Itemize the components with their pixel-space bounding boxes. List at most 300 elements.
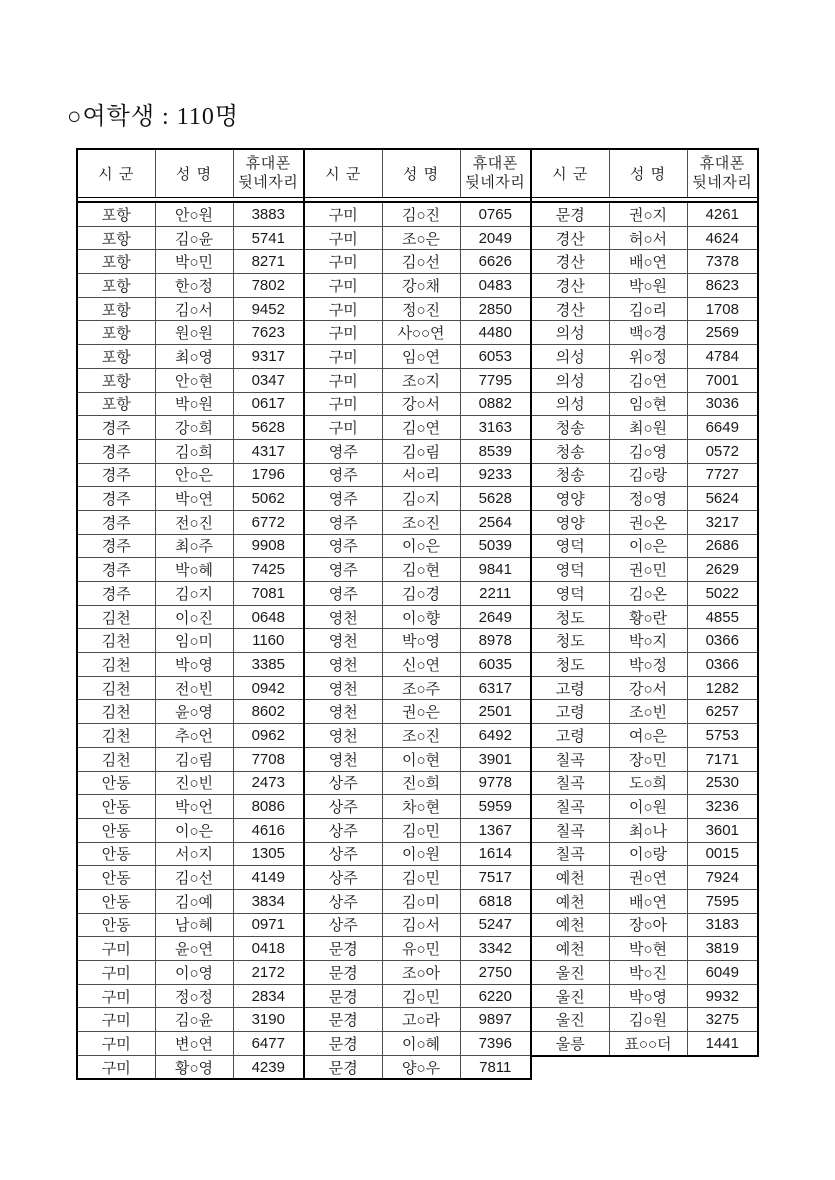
table-row xyxy=(531,368,758,392)
table-row xyxy=(531,676,758,700)
header-phone-line2: 뒷네자리 xyxy=(238,173,299,191)
city-cell: 영덕 xyxy=(531,558,609,582)
city-cell: 구미 xyxy=(304,416,382,440)
name-cell: 박○연 xyxy=(155,487,233,511)
phone-cell: 5628 xyxy=(233,416,304,440)
city-cell: 문경 xyxy=(304,984,382,1008)
name-cell: 최○영 xyxy=(155,345,233,369)
name-cell: 이○영 xyxy=(155,961,233,985)
table-row xyxy=(304,629,531,653)
header-phone-line1: 휴대폰 xyxy=(245,154,291,172)
name-cell: 김○지 xyxy=(382,487,460,511)
name-cell: 김○연 xyxy=(609,368,687,392)
city-cell: 구미 xyxy=(304,297,382,321)
name-cell: 김○윤 xyxy=(155,226,233,250)
header-phone-line2: 뒷네자리 xyxy=(465,173,526,191)
city-cell: 문경 xyxy=(304,1008,382,1032)
city-cell: 김천 xyxy=(77,605,155,629)
table-row xyxy=(304,771,531,795)
phone-cell: 0015 xyxy=(687,842,758,866)
phone-cell: 0648 xyxy=(233,605,304,629)
city-cell: 상주 xyxy=(304,866,382,890)
phone-cell: 5753 xyxy=(687,724,758,748)
city-cell: 영주 xyxy=(304,510,382,534)
phone-cell: 8271 xyxy=(233,250,304,274)
phone-cell: 1282 xyxy=(687,676,758,700)
table-row xyxy=(77,274,304,298)
name-cell: 박○영 xyxy=(155,653,233,677)
phone-cell: 2686 xyxy=(687,534,758,558)
city-cell: 청송 xyxy=(531,416,609,440)
name-cell: 박○혜 xyxy=(155,558,233,582)
phone-cell: 4239 xyxy=(233,1055,304,1079)
phone-cell: 2834 xyxy=(233,984,304,1008)
table-row xyxy=(304,889,531,913)
name-cell: 권○민 xyxy=(609,558,687,582)
city-cell: 김천 xyxy=(77,747,155,771)
city-cell: 칠곡 xyxy=(531,771,609,795)
phone-cell: 3036 xyxy=(687,392,758,416)
name-cell: 권○은 xyxy=(382,700,460,724)
city-cell: 안동 xyxy=(77,913,155,937)
name-cell: 김○서 xyxy=(155,297,233,321)
phone-cell: 8086 xyxy=(233,795,304,819)
table-row xyxy=(77,984,304,1008)
city-cell: 포항 xyxy=(77,392,155,416)
city-cell: 문경 xyxy=(304,961,382,985)
table-row xyxy=(531,226,758,250)
table-row xyxy=(77,771,304,795)
city-cell: 영천 xyxy=(304,653,382,677)
city-cell: 경주 xyxy=(77,534,155,558)
phone-cell: 2172 xyxy=(233,961,304,985)
roster-table xyxy=(76,148,759,1080)
phone-cell: 9908 xyxy=(233,534,304,558)
table-row xyxy=(531,842,758,866)
city-cell: 칠곡 xyxy=(531,842,609,866)
city-cell: 고령 xyxy=(531,676,609,700)
city-cell: 청도 xyxy=(531,629,609,653)
phone-cell: 4149 xyxy=(233,866,304,890)
name-cell: 이○은 xyxy=(609,534,687,558)
name-cell: 이○랑 xyxy=(609,842,687,866)
table-row xyxy=(77,1055,304,1079)
table-row xyxy=(531,1032,758,1056)
name-cell: 조○주 xyxy=(382,676,460,700)
phone-cell: 4261 xyxy=(687,202,758,226)
city-cell: 안동 xyxy=(77,842,155,866)
phone-cell: 1796 xyxy=(233,463,304,487)
name-cell: 이○원 xyxy=(609,795,687,819)
table-row xyxy=(77,534,304,558)
phone-cell: 2501 xyxy=(460,700,531,724)
city-cell: 구미 xyxy=(304,202,382,226)
phone-cell: 2569 xyxy=(687,321,758,345)
city-cell: 경주 xyxy=(77,463,155,487)
table-row xyxy=(531,202,758,226)
city-cell: 구미 xyxy=(77,1055,155,1079)
city-cell: 청도 xyxy=(531,653,609,677)
city-cell: 영천 xyxy=(304,747,382,771)
city-cell: 경산 xyxy=(531,250,609,274)
city-cell: 고령 xyxy=(531,724,609,748)
name-cell: 사○○연 xyxy=(382,321,460,345)
table-row xyxy=(304,274,531,298)
table-row xyxy=(531,913,758,937)
table-row xyxy=(304,250,531,274)
phone-cell: 0366 xyxy=(687,629,758,653)
city-cell: 울진 xyxy=(531,984,609,1008)
phone-cell: 8978 xyxy=(460,629,531,653)
city-cell: 포항 xyxy=(77,226,155,250)
table-row xyxy=(77,842,304,866)
city-cell: 김천 xyxy=(77,700,155,724)
table-row xyxy=(77,629,304,653)
phone-cell: 5022 xyxy=(687,582,758,606)
phone-cell: 3275 xyxy=(687,1008,758,1032)
city-cell: 상주 xyxy=(304,913,382,937)
city-cell: 구미 xyxy=(304,368,382,392)
table-row xyxy=(531,700,758,724)
city-cell: 칠곡 xyxy=(531,818,609,842)
name-cell: 강○서 xyxy=(609,676,687,700)
phone-cell: 3236 xyxy=(687,795,758,819)
city-cell: 영주 xyxy=(304,463,382,487)
phone-cell: 0765 xyxy=(460,202,531,226)
city-cell: 상주 xyxy=(304,771,382,795)
table-row xyxy=(304,605,531,629)
phone-cell: 3819 xyxy=(687,937,758,961)
city-cell: 영덕 xyxy=(531,582,609,606)
table-row xyxy=(304,534,531,558)
name-cell: 장○아 xyxy=(609,913,687,937)
name-cell: 김○원 xyxy=(609,1008,687,1032)
phone-cell: 3385 xyxy=(233,653,304,677)
table-row xyxy=(77,676,304,700)
phone-cell: 7802 xyxy=(233,274,304,298)
name-cell: 정○영 xyxy=(609,487,687,511)
header-phone xyxy=(687,149,758,198)
table-row xyxy=(77,747,304,771)
table-row xyxy=(531,653,758,677)
table-row xyxy=(531,818,758,842)
city-cell: 포항 xyxy=(77,345,155,369)
phone-cell: 2649 xyxy=(460,605,531,629)
phone-cell: 3163 xyxy=(460,416,531,440)
name-cell: 조○지 xyxy=(382,368,460,392)
city-cell: 포항 xyxy=(77,321,155,345)
phone-cell: 6049 xyxy=(687,961,758,985)
name-cell: 최○주 xyxy=(155,534,233,558)
name-cell: 안○은 xyxy=(155,463,233,487)
name-cell: 윤○영 xyxy=(155,700,233,724)
name-cell: 김○연 xyxy=(382,416,460,440)
roster-table-group-2 xyxy=(303,148,532,1080)
phone-cell: 4616 xyxy=(233,818,304,842)
phone-cell: 0882 xyxy=(460,392,531,416)
name-cell: 김○서 xyxy=(382,913,460,937)
phone-cell: 0617 xyxy=(233,392,304,416)
name-cell: 임○현 xyxy=(609,392,687,416)
city-cell: 경주 xyxy=(77,416,155,440)
table-row xyxy=(304,795,531,819)
phone-cell: 8539 xyxy=(460,439,531,463)
table-row xyxy=(304,676,531,700)
table-row xyxy=(531,795,758,819)
name-cell: 김○경 xyxy=(382,582,460,606)
table-row xyxy=(304,818,531,842)
city-cell: 구미 xyxy=(304,226,382,250)
phone-cell: 0418 xyxy=(233,937,304,961)
name-cell: 김○선 xyxy=(155,866,233,890)
phone-cell: 2530 xyxy=(687,771,758,795)
name-cell: 전○빈 xyxy=(155,676,233,700)
city-cell: 구미 xyxy=(77,961,155,985)
phone-cell: 7171 xyxy=(687,747,758,771)
table-row xyxy=(531,937,758,961)
table-row xyxy=(77,226,304,250)
header-row xyxy=(77,149,304,198)
table-row xyxy=(77,1008,304,1032)
name-cell: 조○진 xyxy=(382,724,460,748)
table-row xyxy=(531,866,758,890)
name-cell: 조○빈 xyxy=(609,700,687,724)
name-cell: 추○언 xyxy=(155,724,233,748)
table-row xyxy=(304,487,531,511)
table-row xyxy=(531,724,758,748)
name-cell: 박○영 xyxy=(609,984,687,1008)
table-row xyxy=(304,984,531,1008)
city-cell: 경주 xyxy=(77,582,155,606)
phone-cell: 7924 xyxy=(687,866,758,890)
name-cell: 강○채 xyxy=(382,274,460,298)
header-phone-line1: 휴대폰 xyxy=(699,154,745,172)
name-cell: 권○온 xyxy=(609,510,687,534)
phone-cell: 5247 xyxy=(460,913,531,937)
name-cell: 고○라 xyxy=(382,1008,460,1032)
table-row xyxy=(304,368,531,392)
table-row xyxy=(531,889,758,913)
table-row xyxy=(531,961,758,985)
table-row xyxy=(531,392,758,416)
phone-cell: 2473 xyxy=(233,771,304,795)
city-cell: 구미 xyxy=(77,1032,155,1056)
city-cell: 김천 xyxy=(77,724,155,748)
name-cell: 한○정 xyxy=(155,274,233,298)
city-cell: 문경 xyxy=(304,1055,382,1079)
table-row xyxy=(531,274,758,298)
city-cell: 의성 xyxy=(531,321,609,345)
name-cell: 서○지 xyxy=(155,842,233,866)
city-cell: 영천 xyxy=(304,629,382,653)
city-cell: 칠곡 xyxy=(531,795,609,819)
city-cell: 의성 xyxy=(531,368,609,392)
name-cell: 양○우 xyxy=(382,1055,460,1079)
phone-cell: 7623 xyxy=(233,321,304,345)
city-cell: 문경 xyxy=(531,202,609,226)
city-cell: 구미 xyxy=(304,392,382,416)
table-row xyxy=(304,416,531,440)
city-cell: 예천 xyxy=(531,913,609,937)
header-name: 성 명 xyxy=(155,149,233,198)
table-row xyxy=(77,297,304,321)
phone-cell: 1160 xyxy=(233,629,304,653)
name-cell: 조○은 xyxy=(382,226,460,250)
phone-cell: 9778 xyxy=(460,771,531,795)
city-cell: 영덕 xyxy=(531,534,609,558)
city-cell: 경산 xyxy=(531,274,609,298)
table-row xyxy=(304,961,531,985)
name-cell: 박○정 xyxy=(609,653,687,677)
table-row xyxy=(304,937,531,961)
phone-cell: 3834 xyxy=(233,889,304,913)
phone-cell: 4480 xyxy=(460,321,531,345)
table-row xyxy=(531,984,758,1008)
table-row xyxy=(77,321,304,345)
phone-cell: 9841 xyxy=(460,558,531,582)
name-cell: 신○연 xyxy=(382,653,460,677)
city-cell: 경산 xyxy=(531,226,609,250)
phone-cell: 9897 xyxy=(460,1008,531,1032)
phone-cell: 5741 xyxy=(233,226,304,250)
table-row xyxy=(531,534,758,558)
phone-cell: 1614 xyxy=(460,842,531,866)
header-phone-line1: 휴대폰 xyxy=(472,154,518,172)
phone-cell: 7396 xyxy=(460,1032,531,1056)
table-row xyxy=(531,463,758,487)
city-cell: 영주 xyxy=(304,439,382,463)
table-row xyxy=(77,250,304,274)
table-row xyxy=(304,1032,531,1056)
header-row xyxy=(304,149,531,198)
table-row xyxy=(77,510,304,534)
table-row xyxy=(304,1008,531,1032)
city-cell: 영천 xyxy=(304,700,382,724)
name-cell: 이○진 xyxy=(155,605,233,629)
name-cell: 백○경 xyxy=(609,321,687,345)
name-cell: 차○현 xyxy=(382,795,460,819)
city-cell: 의성 xyxy=(531,345,609,369)
city-cell: 포항 xyxy=(77,250,155,274)
table-row xyxy=(304,866,531,890)
name-cell: 원○원 xyxy=(155,321,233,345)
table-row xyxy=(531,416,758,440)
table-row xyxy=(531,297,758,321)
name-cell: 김○온 xyxy=(609,582,687,606)
table-row xyxy=(304,1055,531,1079)
name-cell: 허○서 xyxy=(609,226,687,250)
table-row xyxy=(531,747,758,771)
name-cell: 황○영 xyxy=(155,1055,233,1079)
name-cell: 안○원 xyxy=(155,202,233,226)
name-cell: 권○연 xyxy=(609,866,687,890)
name-cell: 진○빈 xyxy=(155,771,233,795)
name-cell: 장○민 xyxy=(609,747,687,771)
table-row xyxy=(77,558,304,582)
phone-cell: 0572 xyxy=(687,439,758,463)
table-row xyxy=(77,937,304,961)
table-row xyxy=(304,747,531,771)
name-cell: 정○진 xyxy=(382,297,460,321)
table-row xyxy=(304,439,531,463)
phone-cell: 3190 xyxy=(233,1008,304,1032)
table-row xyxy=(77,202,304,226)
table-row xyxy=(531,250,758,274)
name-cell: 서○리 xyxy=(382,463,460,487)
name-cell: 도○희 xyxy=(609,771,687,795)
phone-cell: 1305 xyxy=(233,842,304,866)
phone-cell: 7795 xyxy=(460,368,531,392)
city-cell: 문경 xyxy=(304,1032,382,1056)
name-cell: 김○민 xyxy=(382,818,460,842)
name-cell: 강○서 xyxy=(382,392,460,416)
table-row xyxy=(531,582,758,606)
name-cell: 이○현 xyxy=(382,747,460,771)
phone-cell: 3183 xyxy=(687,913,758,937)
name-cell: 배○연 xyxy=(609,250,687,274)
phone-cell: 7081 xyxy=(233,582,304,606)
city-cell: 구미 xyxy=(77,1008,155,1032)
name-cell: 진○희 xyxy=(382,771,460,795)
phone-cell: 7727 xyxy=(687,463,758,487)
table-row xyxy=(77,700,304,724)
phone-cell: 6220 xyxy=(460,984,531,1008)
name-cell: 박○현 xyxy=(609,937,687,961)
city-cell: 상주 xyxy=(304,889,382,913)
table-row xyxy=(304,345,531,369)
city-cell: 울진 xyxy=(531,1008,609,1032)
table-row xyxy=(304,700,531,724)
phone-cell: 2850 xyxy=(460,297,531,321)
table-row xyxy=(531,771,758,795)
name-cell: 김○예 xyxy=(155,889,233,913)
name-cell: 박○원 xyxy=(609,274,687,298)
city-cell: 김천 xyxy=(77,653,155,677)
phone-cell: 7708 xyxy=(233,747,304,771)
name-cell: 김○랑 xyxy=(609,463,687,487)
name-cell: 임○미 xyxy=(155,629,233,653)
city-cell: 경주 xyxy=(77,510,155,534)
city-cell: 안동 xyxy=(77,866,155,890)
table-row xyxy=(304,913,531,937)
phone-cell: 5062 xyxy=(233,487,304,511)
phone-cell: 3883 xyxy=(233,202,304,226)
phone-cell: 7595 xyxy=(687,889,758,913)
header-phone xyxy=(460,149,531,198)
table-row xyxy=(531,321,758,345)
name-cell: 최○나 xyxy=(609,818,687,842)
phone-cell: 2629 xyxy=(687,558,758,582)
city-cell: 영주 xyxy=(304,534,382,558)
header-name: 성 명 xyxy=(609,149,687,198)
table-row xyxy=(304,653,531,677)
name-cell: 전○진 xyxy=(155,510,233,534)
phone-cell: 6818 xyxy=(460,889,531,913)
name-cell: 유○민 xyxy=(382,937,460,961)
name-cell: 표○○더 xyxy=(609,1032,687,1056)
table-row xyxy=(77,368,304,392)
phone-cell: 7001 xyxy=(687,368,758,392)
phone-cell: 6626 xyxy=(460,250,531,274)
name-cell: 최○원 xyxy=(609,416,687,440)
city-cell: 예천 xyxy=(531,937,609,961)
name-cell: 임○연 xyxy=(382,345,460,369)
phone-cell: 5628 xyxy=(460,487,531,511)
table-row xyxy=(304,202,531,226)
table-row xyxy=(304,582,531,606)
phone-cell: 8602 xyxy=(233,700,304,724)
city-cell: 칠곡 xyxy=(531,747,609,771)
